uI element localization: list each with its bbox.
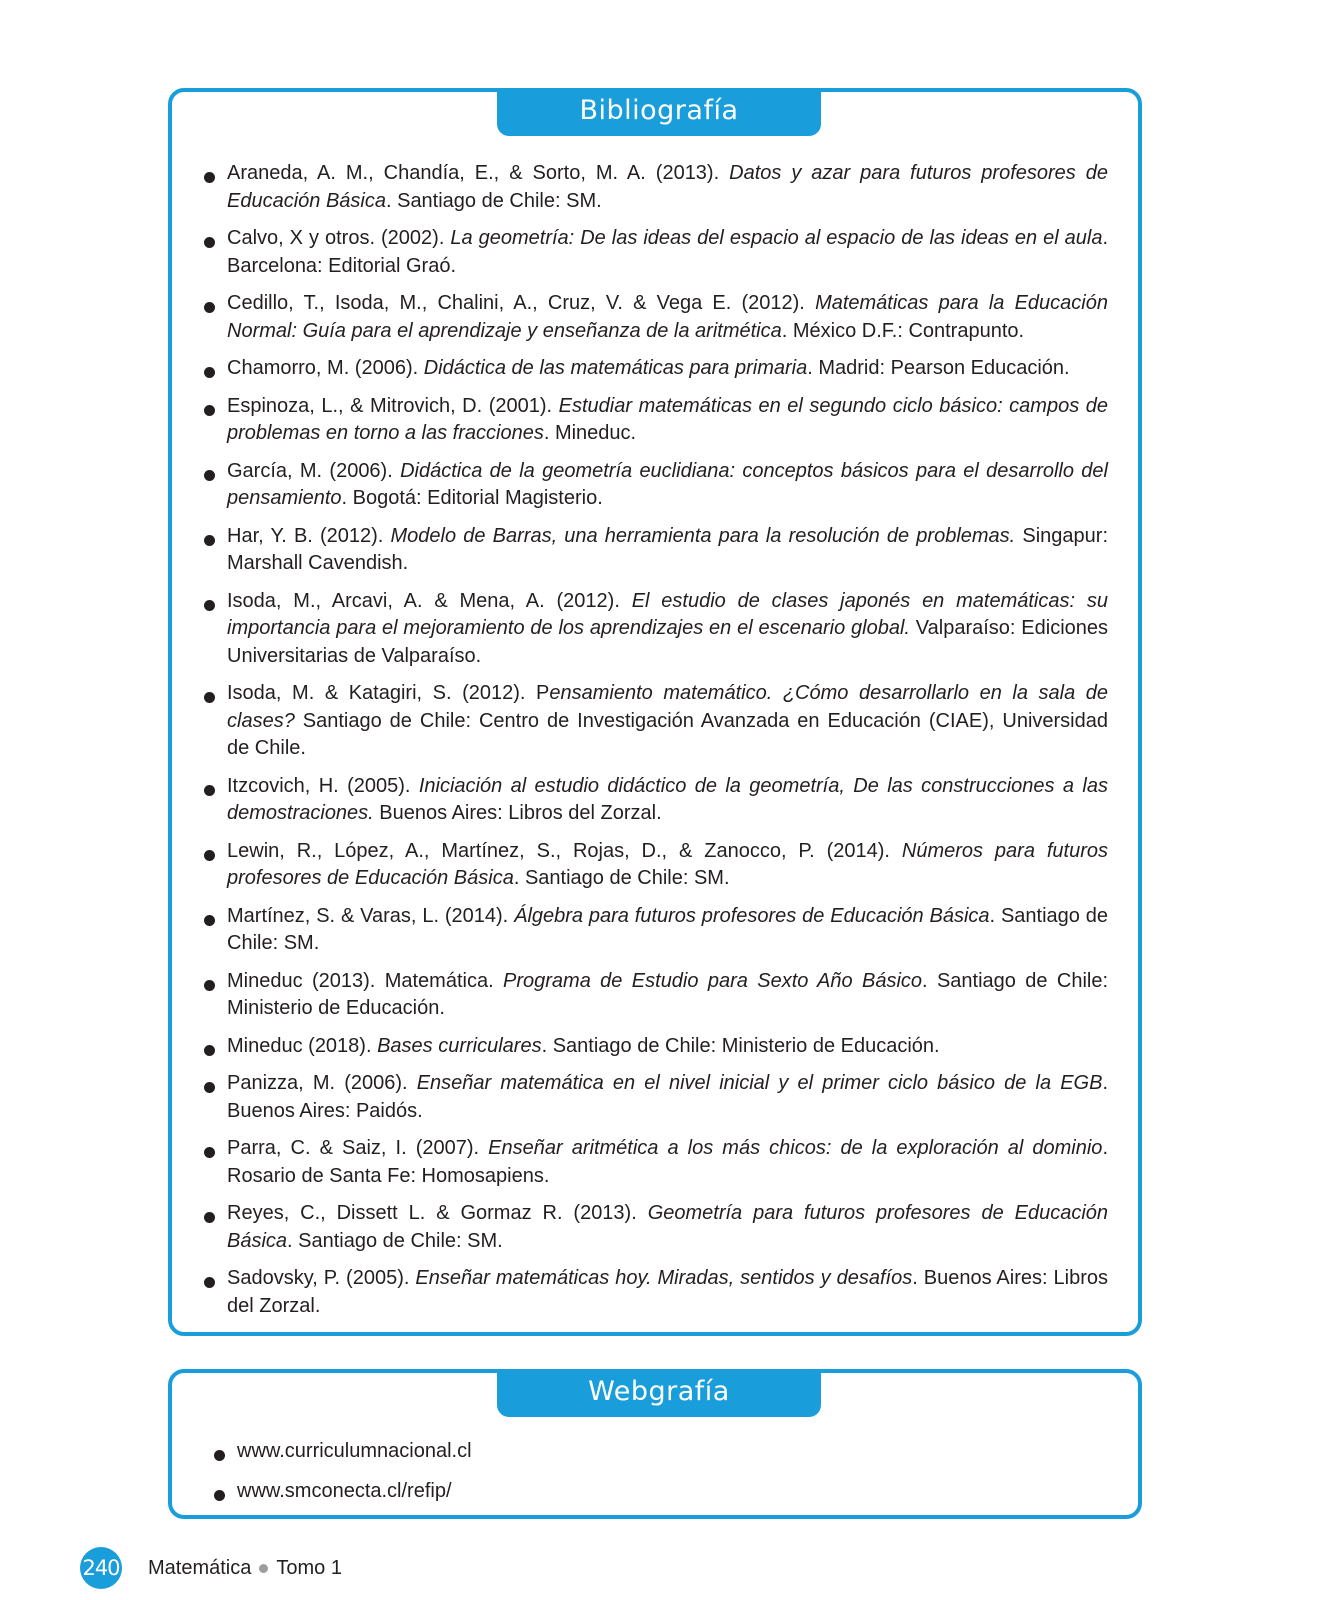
entry-publisher: Valparaíso: Ediciones Universitarias de Valparaíso.: [227, 617, 1109, 667]
bullet-icon: [204, 470, 215, 481]
bullet-icon: [204, 692, 215, 703]
entry-publisher: . Mineduc.: [543, 422, 637, 444]
bibliography-box: [168, 88, 1142, 1336]
entry-publisher: . Santiago de Chile: SM.: [287, 1229, 503, 1252]
entry-authors: Espinoza, L., & Mitrovich, D. (2001).: [227, 394, 559, 417]
entry-publisher: . Santiago de Chile: SM.: [385, 189, 602, 212]
entry-title: Iniciación al estudio didáctico de la geometría, De las construcciones a las demostraciones.: [227, 774, 1108, 824]
entry-authors: Mineduc (2018).: [227, 1034, 378, 1057]
entry-title: Geometría para futuros profesores de Educación Básica: [227, 1202, 1109, 1252]
entry-authors: Mineduc (2013). Matemática.: [227, 969, 503, 992]
entry-publisher: . Santiago de Chile: Ministerio de Educación.: [227, 969, 1109, 1019]
bibliography-heading: Bibliografía: [497, 88, 821, 136]
bibliography-entry: [204, 355, 1108, 383]
bullet-icon: [204, 1277, 215, 1288]
entry-title: Enseñar matemática en el nivel inicial y el primer ciclo básico de la EGB: [416, 1072, 1103, 1094]
entry-title: Enseñar matemáticas hoy. Miradas, sentidos y desafíos: [415, 1267, 913, 1289]
webography-heading: Webgrafía: [497, 1369, 821, 1417]
bibliography-entry: [204, 1265, 1108, 1320]
bullet-icon: [214, 1490, 225, 1501]
bullet-icon: [204, 785, 215, 796]
entry-publisher: . Bogotá: Editorial Magisterio.: [341, 487, 603, 509]
link-text[interactable]: www.smconecta.cl/refip/: [237, 1480, 452, 1502]
footer-label: [148, 1557, 342, 1580]
entry-title: El estudio de clases japonés en matemáticas: su importancia para el mejoramiento de los aprendizajes en el escenario global.: [227, 589, 1108, 639]
bibliography-entry: [204, 1033, 1108, 1061]
entry-authors: Isoda, M. & Katagiri, S. (2012). P: [227, 682, 550, 704]
entry-publisher: . Buenos Aires: Paidós.: [227, 1072, 1109, 1122]
entry-authors: Reyes, C., Dissett L. & Gormaz R. (2013).: [227, 1202, 648, 1224]
entry-authors: Har, Y. B. (2012).: [227, 524, 391, 547]
footer-volume: Tomo 1: [276, 1556, 342, 1579]
entry-title: Álgebra para futuros profesores de Educación Básica: [514, 904, 990, 927]
entry-authors: Itzcovich, H. (2005).: [227, 774, 419, 797]
bibliography-entry: [204, 903, 1108, 958]
entry-publisher: Buenos Aires: Libros del Zorzal.: [373, 802, 662, 824]
webography-link[interactable]: [214, 1438, 472, 1465]
entry-authors: Cedillo, T., Isoda, M., Chalini, A., Cruz, V. & Vega E. (2012).: [227, 292, 816, 314]
entry-title: Enseñar aritmética a los más chicos: de la exploración al dominio: [488, 1137, 1103, 1159]
bullet-icon: [204, 172, 215, 183]
bibliography-entry: [204, 160, 1108, 215]
bibliography-entry: [204, 838, 1108, 893]
entry-publisher: Singapur: Marshall Cavendish.: [227, 524, 1109, 574]
bibliography-entry: [204, 968, 1108, 1023]
bullet-icon: [204, 405, 215, 416]
bullet-icon: [204, 915, 215, 926]
bibliography-list: [204, 160, 1108, 1330]
entry-title: Estudiar matemáticas en el segundo ciclo básico: campos de problemas en torno a las fracciones: [227, 394, 1108, 444]
entry-title: Modelo de Barras, una herramienta para la resolución de problemas.: [390, 524, 1016, 547]
webography-link[interactable]: [214, 1478, 472, 1505]
page-footer: [80, 1547, 342, 1589]
entry-title: Números para futuros profesores de Educación Básica: [227, 839, 1108, 889]
bullet-icon: [204, 535, 215, 546]
bibliography-entry: [204, 773, 1108, 828]
entry-authors: Chamorro, M. (2006).: [227, 357, 424, 379]
bullet-icon: [204, 1147, 215, 1158]
entry-publisher: . México D.F.: Contrapunto.: [781, 319, 1025, 342]
entry-authors: Lewin, R., López, A., Martínez, S., Rojas, D., & Zanocco, P. (2014).: [227, 839, 902, 862]
entry-publisher: Santiago de Chile: Centro de Investigación Avanzada en Educación (CIAE), Universidad de Chile.: [227, 709, 1108, 759]
entry-publisher: . Santiago de Chile: Ministerio de Educación.: [541, 1034, 940, 1057]
bibliography-entry: [204, 1070, 1108, 1125]
bibliography-entry: [204, 523, 1108, 578]
bullet-icon: [204, 1082, 215, 1093]
bibliography-entry: [204, 588, 1108, 671]
bullet-icon: [204, 302, 215, 313]
entry-publisher: . Buenos Aires: Libros del Zorzal.: [227, 1267, 1109, 1317]
webography-list: [214, 1438, 472, 1518]
bullet-icon: [204, 1212, 215, 1223]
bibliography-entry: [204, 1135, 1108, 1190]
entry-authors: Isoda, M., Arcavi, A. & Mena, A. (2012).: [227, 589, 632, 612]
bullet-icon: [204, 980, 215, 991]
bibliography-entry: [204, 290, 1108, 345]
entry-title: Programa de Estudio para Sexto Año Básico: [503, 969, 923, 992]
entry-authors: Martínez, S. & Varas, L. (2014).: [227, 904, 515, 927]
bullet-icon: [214, 1450, 225, 1461]
entry-title: Matemáticas para la Educación Normal: Guía para el aprendizaje y enseñanza de la aritmética: [227, 292, 1108, 342]
bullet-icon: [204, 1045, 215, 1056]
entry-publisher: . Santiago de Chile: SM.: [513, 867, 730, 889]
entry-publisher: . Rosario de Santa Fe: Homosapiens.: [227, 1137, 1108, 1187]
entry-authors: Panizza, M. (2006).: [227, 1072, 417, 1094]
link-text[interactable]: www.curriculumnacional.cl: [237, 1440, 472, 1462]
bibliography-entry: [204, 393, 1108, 448]
footer-subject: Matemática: [148, 1556, 252, 1579]
bibliography-entry: [204, 458, 1108, 513]
page-number: 240: [80, 1547, 122, 1589]
entry-publisher: . Santiago de Chile: SM.: [227, 904, 1109, 954]
bullet-icon: [204, 367, 215, 378]
entry-title: La geometría: De las ideas del espacio al espacio de las ideas en el aula: [450, 227, 1103, 249]
bullet-icon: [204, 850, 215, 861]
entry-publisher: . Madrid: Pearson Educación.: [807, 357, 1070, 379]
entry-publisher: . Barcelona: Editorial Graó.: [227, 227, 1109, 277]
entry-authors: Parra, C. & Saiz, I. (2007).: [227, 1137, 489, 1159]
bibliography-entry: [204, 225, 1108, 280]
entry-title: Datos y azar para futuros profesores de Educación Básica: [227, 162, 1108, 212]
entry-authors: Sadovsky, P. (2005).: [227, 1267, 416, 1289]
bullet-icon: [204, 237, 215, 248]
webography-box: [168, 1369, 1142, 1519]
bullet-icon: [204, 600, 215, 611]
entry-authors: Calvo, X y otros. (2002).: [227, 227, 451, 249]
bibliography-entry: [204, 1200, 1108, 1255]
bibliography-entry: [204, 680, 1108, 763]
entry-authors: García, M. (2006).: [227, 459, 401, 482]
entry-title: Bases curriculares: [377, 1034, 542, 1057]
footer-separator-dot: [259, 1564, 268, 1573]
entry-title: Didáctica de las matemáticas para primaria: [423, 357, 808, 379]
entry-title: Didáctica de la geometría euclidiana: conceptos básicos para el desarrollo del pensamiento: [227, 459, 1108, 509]
entry-title: ensamiento matemático. ¿Cómo desarrollarlo en la sala de clases?: [227, 682, 1108, 732]
entry-authors: Araneda, A. M., Chandía, E., & Sorto, M. A. (2013).: [227, 162, 730, 184]
